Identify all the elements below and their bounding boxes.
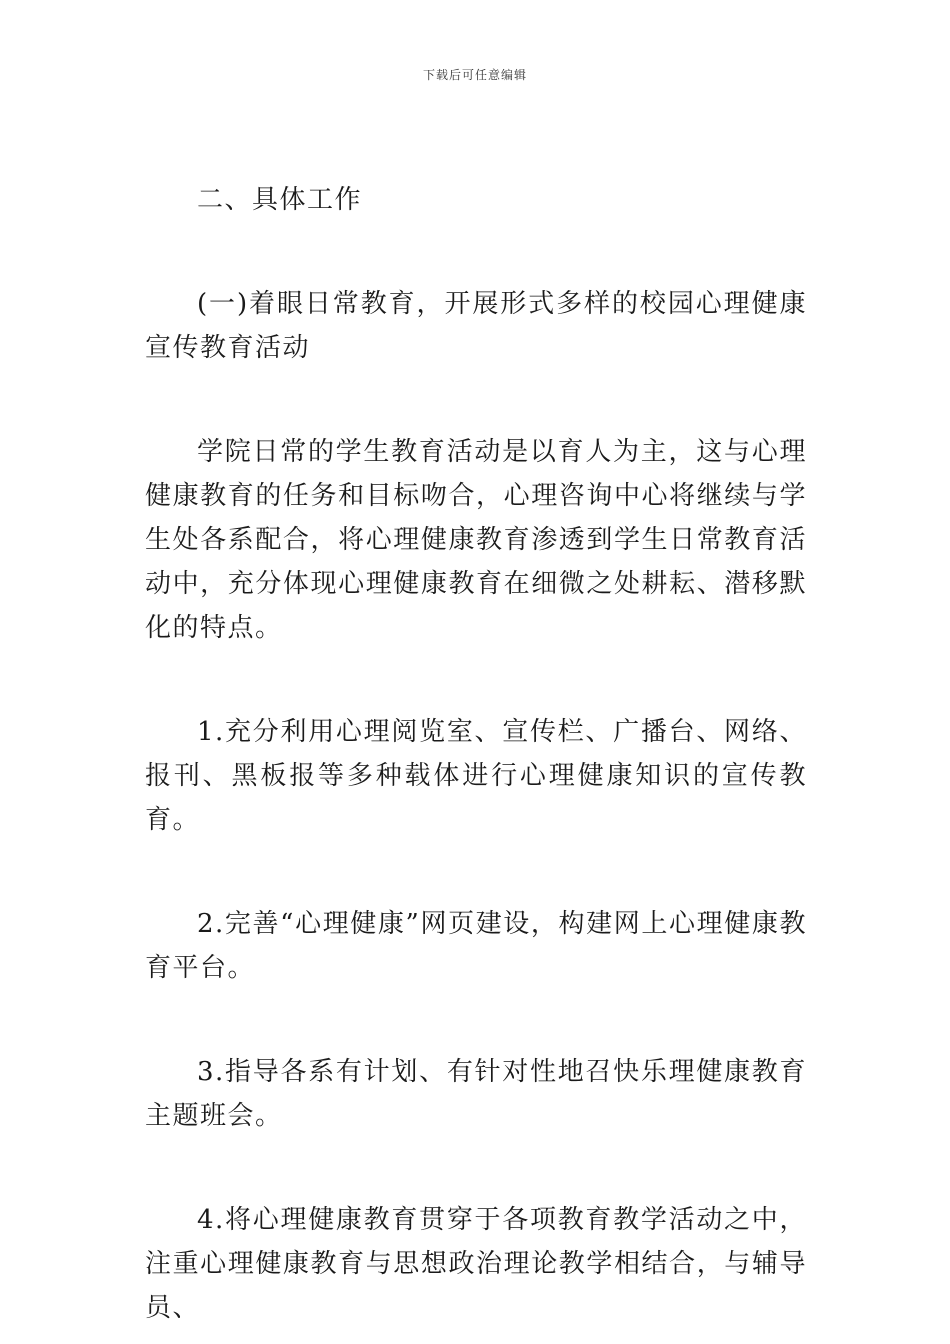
list-item-3: 3.指导各系有计划、有针对性地召快乐理健康教育主题班会。 — [145, 1057, 807, 1131]
subsection-heading: (一)着眼日常教育，开展形式多样的校园心理健康宣传教育活动 — [145, 289, 807, 363]
list-item-4: 4.将心理健康教育贯穿于各项教育教学活动之中，注重心理健康教育与思想政治理论教学相结合，与辅导员、 — [145, 1205, 807, 1323]
list-item-2: 2.完善“心理健康”网页建设，构建网上心理健康教育平台。 — [145, 909, 807, 983]
header-note: 下载后可任意编辑 — [422, 68, 527, 82]
intro-paragraph: 学院日常的学生教育活动是以育人为主，这与心理健康教育的任务和目标吻合，心理咨询中心将继续与学生处各系配合，将心理健康教育渗透到学生日常教育活动中，充分体现心理健康教育在细微之处耕耘、潜移默化的特点。 — [145, 437, 807, 643]
section-heading: 二、具体工作 — [197, 185, 363, 215]
list-item-1: 1.充分利用心理阅览室、宣传栏、广播台、网络、报刊、黑板报等多种载体进行心理健康知识的宣传教育。 — [145, 717, 807, 835]
document-body — [145, 178, 807, 1330]
